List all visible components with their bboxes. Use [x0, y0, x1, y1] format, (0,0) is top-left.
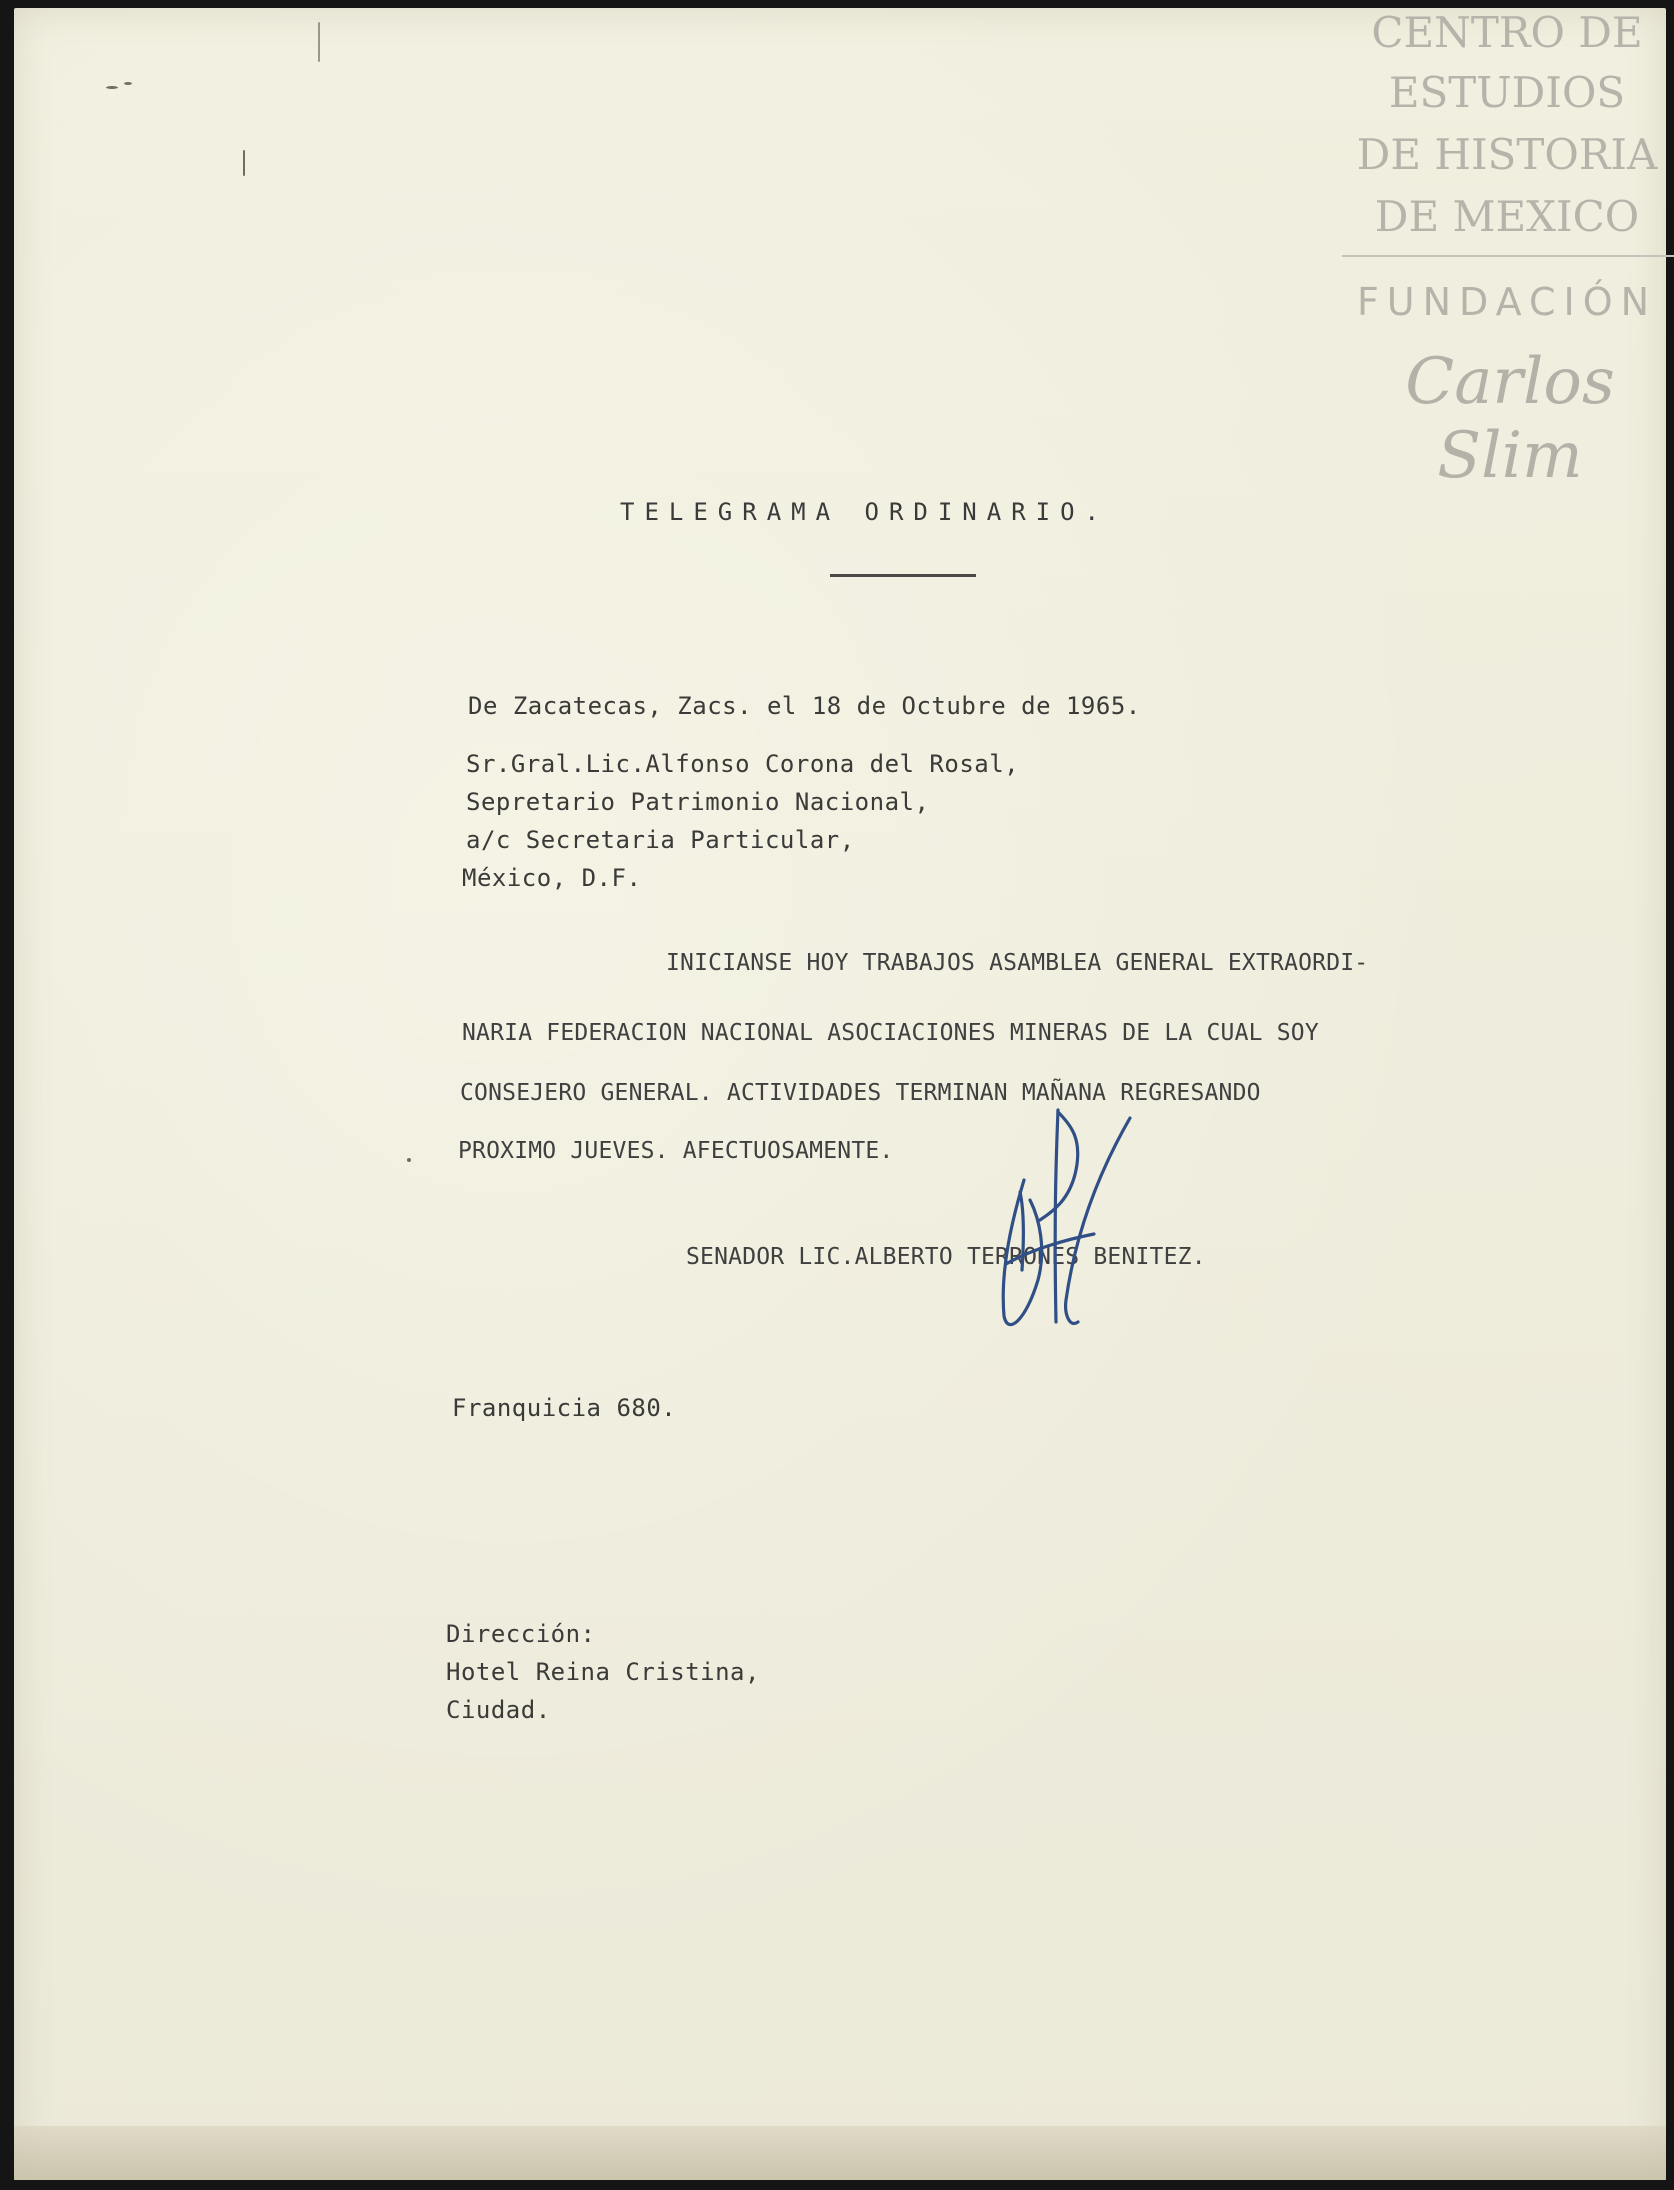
handwritten-signature	[980, 1100, 1160, 1340]
paper-bottom-edge	[14, 2126, 1666, 2180]
stray-mark	[124, 82, 132, 85]
telegram-title: TELEGRAMA ORDINARIO.	[620, 498, 1109, 526]
stray-mark	[106, 86, 118, 89]
signature-typed-name: SENADOR LIC.ALBERTO TERRONES BENITEZ.	[686, 1244, 1206, 1270]
paper-crease-mark	[243, 150, 245, 176]
stray-dot	[407, 1158, 411, 1162]
address-line: Hotel Reina Cristina,	[446, 1658, 760, 1686]
watermark-script-logo: Carlos Slim	[1405, 345, 1615, 493]
franquicia-line: Franquicia 680.	[452, 1394, 677, 1422]
message-body-line: INICIANSE HOY TRABAJOS ASAMBLEA GENERAL EXTRAORDI-	[666, 950, 1369, 976]
paper-crease-mark	[318, 22, 320, 62]
watermark-divider	[1342, 255, 1674, 257]
watermark-line-3: DE HISTORIA	[1356, 130, 1658, 179]
place-date-line: De Zacatecas, Zacs. el 18 de Octubre de 1965.	[468, 692, 1141, 720]
watermark-line-1: CENTRO DE	[1371, 8, 1643, 57]
watermark-fundacion: FUNDACIÓN	[1356, 280, 1658, 324]
recipient-line: Sepretario Patrimonio Nacional,	[466, 788, 930, 816]
recipient-line: México, D.F.	[462, 864, 642, 892]
recipient-line: Sr.Gral.Lic.Alfonso Corona del Rosal,	[466, 750, 1020, 778]
message-body-line: NARIA FEDERACION NACIONAL ASOCIACIONES MINERAS DE LA CUAL SOY	[462, 1020, 1319, 1046]
recipient-line: a/c Secretaria Particular,	[466, 826, 855, 854]
message-body-line: CONSEJERO GENERAL. ACTIVIDADES TERMINAN MAÑANA REGRESANDO	[460, 1080, 1261, 1106]
address-line: Ciudad.	[446, 1696, 551, 1724]
address-label: Dirección:	[446, 1620, 596, 1648]
watermark-line-2: ESTUDIOS	[1388, 68, 1626, 117]
title-underline	[830, 574, 976, 577]
message-body-line: PROXIMO JUEVES. AFECTUOSAMENTE.	[458, 1138, 894, 1164]
watermark-line-4: DE MEXICO	[1374, 192, 1640, 241]
